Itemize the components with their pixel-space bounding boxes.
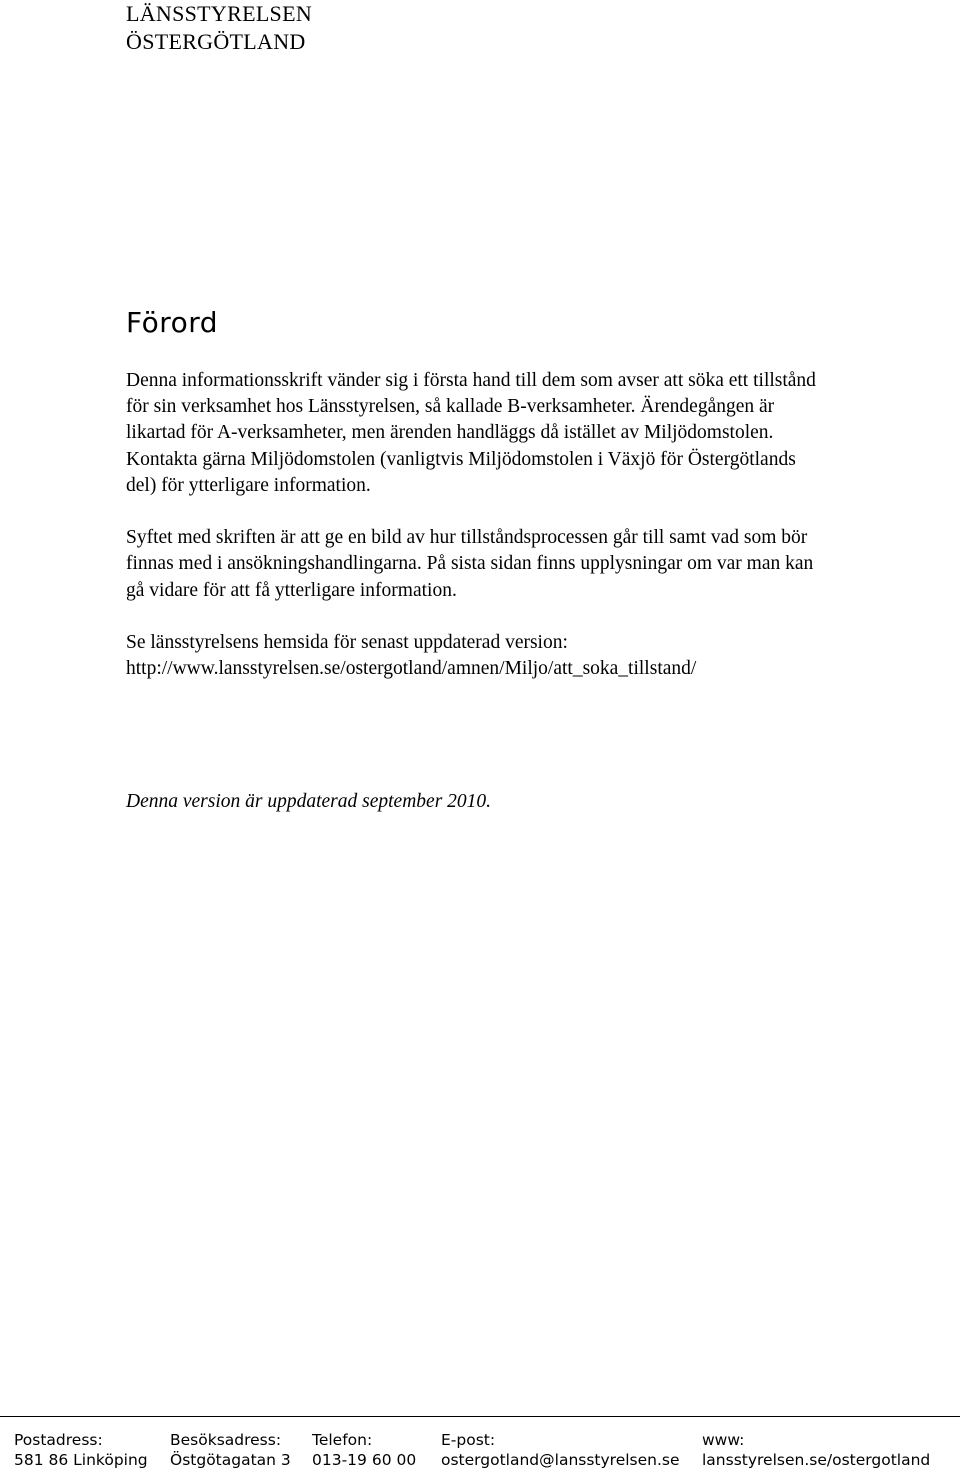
paragraph-intro: Denna informationsskrift vänder sig i första hand till dem som avser att söka ett tillstånd för sin verksamhet hos Länsstyrelsen, så kallade B-verksamheter. Ärendegången är likartad för A-verksamheter, men ärenden handläggs då istället av Miljödomstolen. Kontakta gärna Miljödomstolen (vanligtvis Miljödomstolen i Växjö för Östergötlands del) för ytterligare information. [126, 370, 816, 496]
page-title: Förord [126, 306, 219, 339]
footer-email-value[interactable]: ostergotland@lansstyrelsen.se [441, 1451, 680, 1469]
paragraph-website [126, 630, 826, 682]
footer-divider [0, 1416, 960, 1417]
footer-postal [14, 1430, 148, 1470]
org-name-line1: LÄNSSTYRELSEN [126, 1, 313, 26]
footer-email-label: E-post: [441, 1431, 496, 1449]
footer-web [702, 1430, 930, 1470]
footer-visit [170, 1430, 291, 1470]
version-note: Denna version är uppdaterad september 2010. [126, 791, 492, 812]
organization-header [126, 0, 312, 56]
footer-web-value[interactable]: lansstyrelsen.se/ostergotland [702, 1451, 931, 1469]
org-name-line2: ÖSTERGÖTLAND [126, 29, 306, 54]
document-body [126, 368, 826, 709]
footer-phone-value: 013-19 60 00 [312, 1451, 417, 1469]
paragraph-purpose: Syftet med skriften är att ge en bild av hur tillståndsprocessen går till samt vad som bör finnas med i ansökningshandlingarna. På sista sidan finns upplysningar om var man kan gå vidare för att få ytterligare information. [126, 527, 814, 601]
footer-web-label: www: [702, 1431, 745, 1449]
website-note: Se länsstyrelsens hemsida för senast uppdaterad version: [126, 632, 568, 653]
footer-phone [312, 1430, 416, 1470]
footer-email [441, 1430, 680, 1470]
website-url-link[interactable]: http://www.lansstyrelsen.se/ostergotland/amnen/Miljo/att_soka_tillstand/ [126, 658, 697, 680]
footer-phone-label: Telefon: [312, 1431, 373, 1449]
footer-postal-value: 581 86 Linköping [14, 1451, 148, 1469]
footer-postal-label: Postadress: [14, 1431, 103, 1449]
footer-visit-label: Besöksadress: [170, 1431, 282, 1449]
footer-visit-value: Östgötagatan 3 [170, 1451, 291, 1469]
